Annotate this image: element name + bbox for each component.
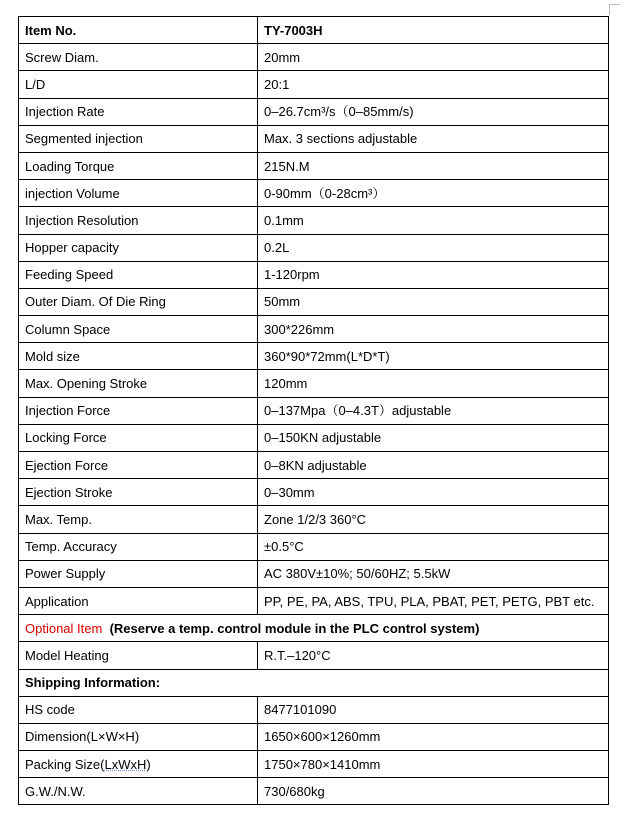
spec-label: Hopper capacity xyxy=(19,234,258,261)
spec-label: Application xyxy=(19,587,258,614)
spec-value: 20mm xyxy=(258,44,609,71)
optional-note: (Reserve a temp. control module in the PLC control system) xyxy=(109,620,480,636)
spec-value: 0.1mm xyxy=(258,207,609,234)
spec-value: 0–137Mpa（0–4.3T）adjustable xyxy=(258,397,609,424)
table-row xyxy=(19,424,609,451)
table-row xyxy=(19,751,609,778)
table-row xyxy=(19,587,609,614)
table-row xyxy=(19,452,609,479)
spec-table xyxy=(18,16,609,805)
spec-label: Injection Resolution xyxy=(19,207,258,234)
spec-label: Injection Rate xyxy=(19,98,258,125)
table-row xyxy=(19,180,609,207)
optional-label: Model Heating xyxy=(19,642,258,669)
shipping-value: 8477101090 xyxy=(258,696,609,723)
spec-value: 0–8KN adjustable xyxy=(258,452,609,479)
spec-value: 360*90*72mm(L*D*T) xyxy=(258,343,609,370)
spec-label: injection Volume xyxy=(19,180,258,207)
optional-value: R.T.–120°C xyxy=(258,642,609,669)
spec-label: Max. Temp. xyxy=(19,506,258,533)
table-row xyxy=(19,560,609,587)
spec-value: Max. 3 sections adjustable xyxy=(258,125,609,152)
spec-value: AC 380V±10%; 50/60HZ; 5.5kW xyxy=(258,560,609,587)
shipping-value: 1750×780×1410mm xyxy=(258,751,609,778)
spec-label: Screw Diam. xyxy=(19,44,258,71)
shipping-label: G.W./N.W. xyxy=(19,778,258,805)
spec-value: 300*226mm xyxy=(258,316,609,343)
spec-value: 0.2L xyxy=(258,234,609,261)
table-row xyxy=(19,506,609,533)
table-row xyxy=(19,642,609,669)
spec-label: Ejection Force xyxy=(19,452,258,479)
table-row xyxy=(19,288,609,315)
spec-value: Zone 1/2/3 360°C xyxy=(258,506,609,533)
spec-label: Max. Opening Stroke xyxy=(19,370,258,397)
spec-label: Ejection Stroke xyxy=(19,479,258,506)
table-row xyxy=(19,152,609,179)
packing-label-dims: LxWxH xyxy=(104,756,147,772)
spec-label: Loading Torque xyxy=(19,152,258,179)
spec-value: PP, PE, PA, ABS, TPU, PLA, PBAT, PET, PETG, PBT etc. xyxy=(258,587,609,614)
spec-label: Column Space xyxy=(19,316,258,343)
table-row xyxy=(19,98,609,125)
spec-label: Feeding Speed xyxy=(19,261,258,288)
spec-label: Injection Force xyxy=(19,397,258,424)
table-row xyxy=(19,479,609,506)
spec-value: 1-120rpm xyxy=(258,261,609,288)
table-row-optional-heading xyxy=(19,615,609,642)
spec-value: 0–150KN adjustable xyxy=(258,424,609,451)
header-value: TY-7003H xyxy=(258,17,609,44)
table-row xyxy=(19,261,609,288)
table-row xyxy=(19,696,609,723)
shipping-value: 730/680kg xyxy=(258,778,609,805)
table-row xyxy=(19,207,609,234)
table-row xyxy=(19,234,609,261)
spec-label: Outer Diam. Of Die Ring xyxy=(19,288,258,315)
header-label: Item No. xyxy=(19,17,258,44)
spec-label: L/D xyxy=(19,71,258,98)
shipping-label: HS code xyxy=(19,696,258,723)
spec-value: ±0.5°C xyxy=(258,533,609,560)
table-row xyxy=(19,44,609,71)
spec-label: Segmented injection xyxy=(19,125,258,152)
spec-value: 120mm xyxy=(258,370,609,397)
table-row-shipping-heading xyxy=(19,669,609,696)
page-corner-mark xyxy=(609,4,620,15)
spec-label: Power Supply xyxy=(19,560,258,587)
table-row xyxy=(19,125,609,152)
spec-value: 0–30mm xyxy=(258,479,609,506)
shipping-heading: Shipping Information: xyxy=(19,669,609,696)
spec-label: Mold size xyxy=(19,343,258,370)
shipping-label: Dimension(L×W×H) xyxy=(19,723,258,750)
packing-label-end: ) xyxy=(146,756,151,772)
table-row xyxy=(19,71,609,98)
table-row xyxy=(19,397,609,424)
spec-value: 50mm xyxy=(258,288,609,315)
shipping-label-packing xyxy=(19,751,258,778)
table-row xyxy=(19,316,609,343)
table-row xyxy=(19,370,609,397)
table-row-header xyxy=(19,17,609,44)
table-row xyxy=(19,533,609,560)
spec-label: Locking Force xyxy=(19,424,258,451)
shipping-value: 1650×600×1260mm xyxy=(258,723,609,750)
optional-heading xyxy=(19,615,609,642)
spec-value: 215N.M xyxy=(258,152,609,179)
spec-value: 0-90mm（0-28cm³） xyxy=(258,180,609,207)
table-row xyxy=(19,343,609,370)
spec-label: Temp. Accuracy xyxy=(19,533,258,560)
spec-value: 20:1 xyxy=(258,71,609,98)
table-row xyxy=(19,723,609,750)
optional-title: Optional Item xyxy=(25,620,103,636)
table-row xyxy=(19,778,609,805)
spec-value: 0–26.7cm³/s（0–85mm/s) xyxy=(258,98,609,125)
packing-label-main: Packing Size( xyxy=(25,756,105,772)
